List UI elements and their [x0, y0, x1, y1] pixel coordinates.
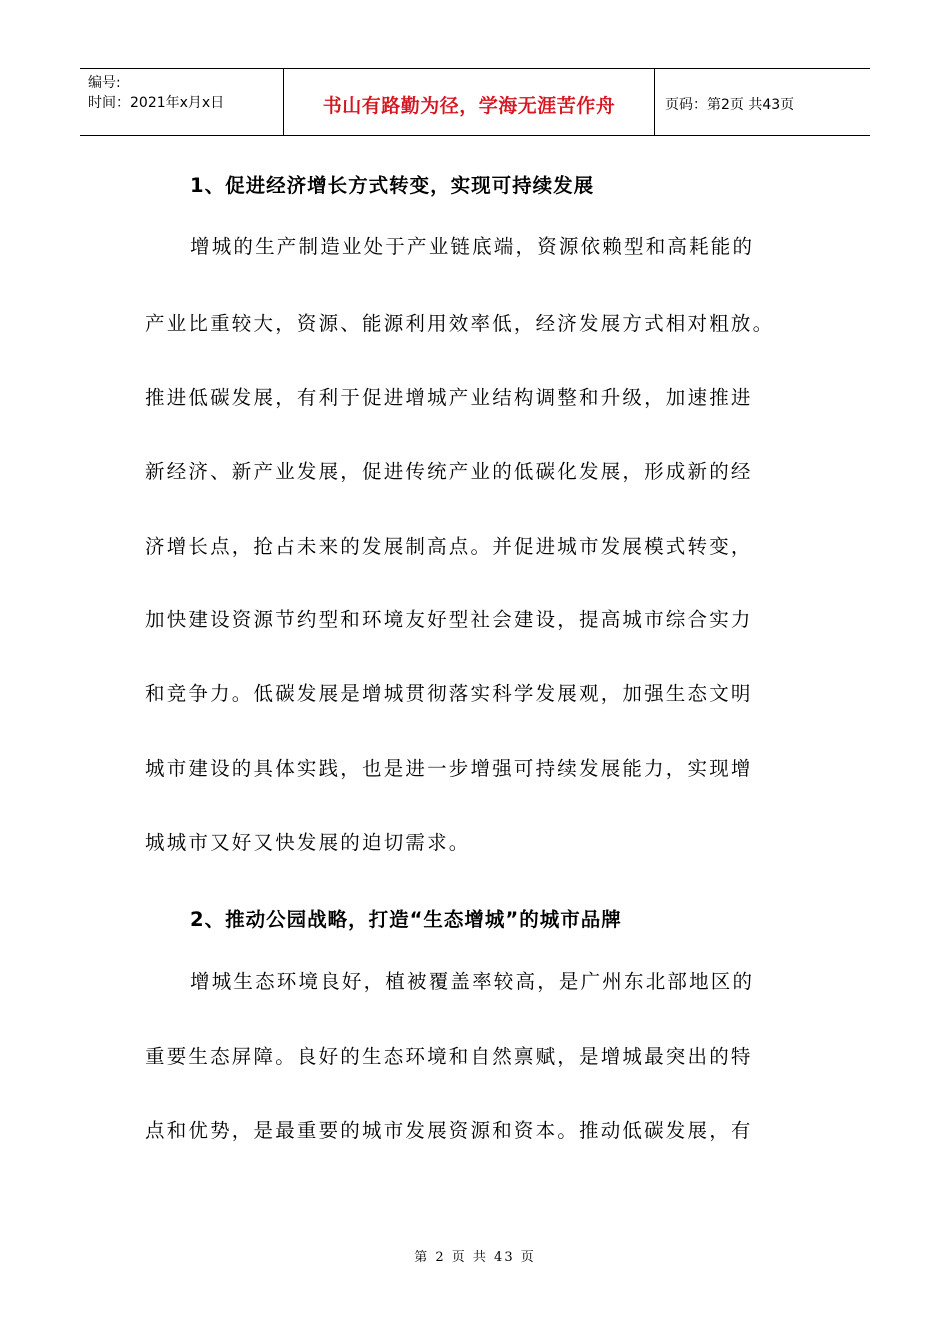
header-page-info: 页码：第2页 共43页 [665, 97, 795, 113]
page-footer: 第 2 页 共 43 页 [414, 1250, 536, 1265]
paragraph-line: 新经济、新产业发展，促进传统产业的低碳化发展，形成新的经 [145, 460, 753, 483]
paragraph-line: 增城的生产制造业处于产业链底端，资源依赖型和高耗能的 [190, 235, 755, 258]
number-label: 编号: [88, 75, 121, 91]
header-meta [80, 69, 283, 135]
paragraph-line: 增城生态环境良好，植被覆盖率较高，是广州东北部地区的 [190, 970, 755, 993]
document-header [80, 68, 870, 136]
paragraph-line: 推进低碳发展，有利于促进增城产业结构调整和升级，加速推进 [145, 386, 753, 409]
paragraph-line: 城市建设的具体实践，也是进一步增强可持续发展能力，实现增 [145, 757, 753, 780]
paragraph-line: 点和优势，是最重要的城市发展资源和资本。推动低碳发展，有 [145, 1119, 753, 1142]
paragraph-line: 济增长点，抢占未来的发展制高点。并促进城市发展模式转变， [145, 535, 753, 558]
section-heading-1: 1、促进经济增长方式转变，实现可持续发展 [190, 174, 595, 197]
paragraph-line: 城城市又好又快发展的迫切需求。 [145, 831, 471, 854]
time-label: 时间：2021年x月x日 [88, 95, 225, 111]
header-motto: 书山有路勤为径，学海无涯苦作舟 [283, 69, 655, 135]
paragraph-line: 加快建设资源节约型和环境友好型社会建设，提高城市综合实力 [145, 608, 753, 631]
paragraph-line: 产业比重较大，资源、能源利用效率低，经济发展方式相对粗放。 [145, 312, 775, 335]
paragraph-line: 重要生态屏障。良好的生态环境和自然禀赋，是增城最突出的特 [145, 1045, 753, 1068]
paragraph-line: 和竞争力。低碳发展是增城贯彻落实科学发展观，加强生态文明 [145, 682, 753, 705]
section-heading-2: 2、推动公园战略，打造“生态增城”的城市品牌 [190, 908, 622, 931]
